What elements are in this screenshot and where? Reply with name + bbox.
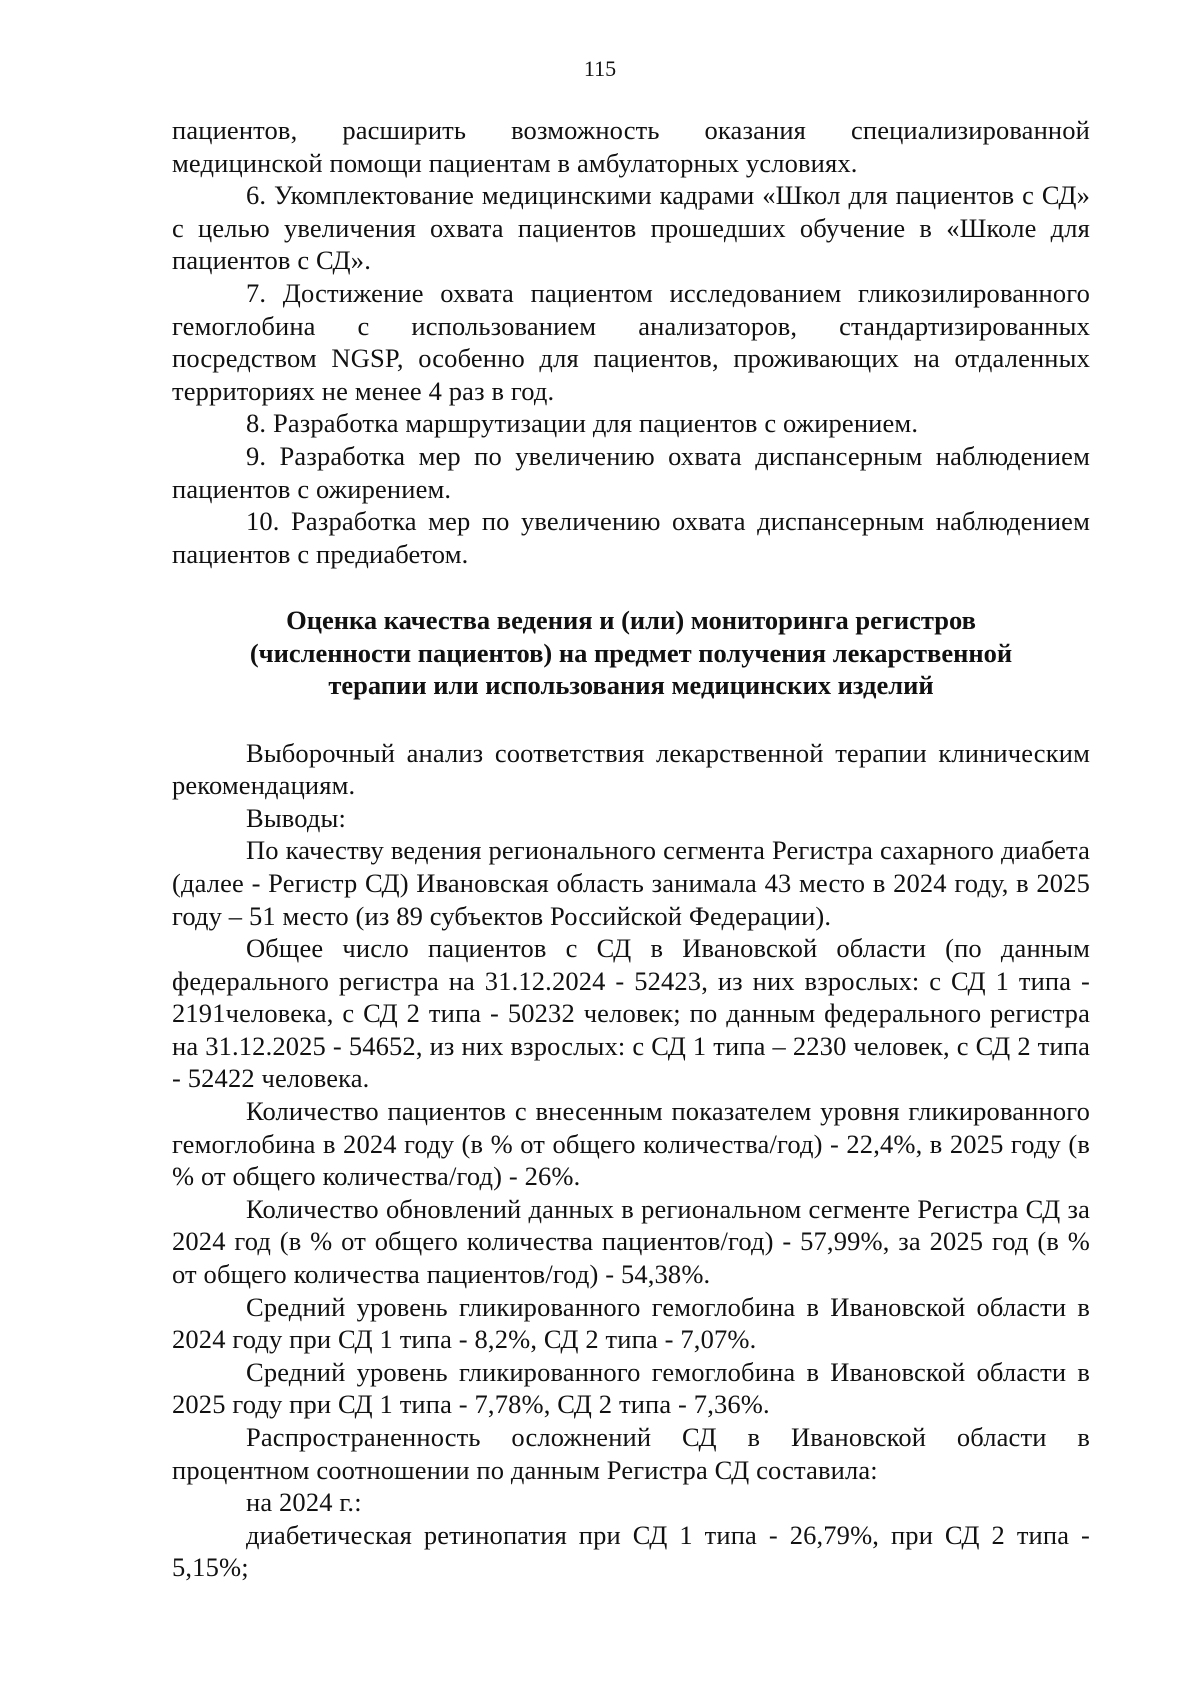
paragraph-hba1c-2024: Средний уровень гликированного гемоглобина в Ивановской области в 2024 году при СД 1 типа - 8,2%, СД 2 типа - 7,07%. <box>172 1291 1090 1355</box>
paragraph-hba1c-2025: Средний уровень гликированного гемоглобина в Ивановской области в 2025 году при СД 1 типа - 7,78%, СД 2 типа - 7,36%. <box>172 1356 1090 1420</box>
paragraph-retinopathy: диабетическая ретинопатия при СД 1 типа - 26,79%, при СД 2 типа - 5,15%; <box>172 1519 1090 1583</box>
document-body <box>172 114 1090 1584</box>
paragraph-item-8: 8. Разработка маршрутизации для пациентов с ожирением. <box>246 408 919 439</box>
page-number: 115 <box>583 56 617 81</box>
paragraph-hba1c-entries: Количество пациентов с внесенным показателем уровня гликированного гемоглобина в 2024 году (в % от общего количества/год) - 22,4%, в 2025 году (в % от общего количества/год) - 26%. <box>172 1096 1090 1192</box>
section-heading-line: (численности пациентов) на предмет получения лекарственной <box>249 637 1013 668</box>
paragraph-conclusions-label: Выводы: <box>246 802 346 833</box>
paragraph-item-10: 10. Разработка мер по увеличению охвата диспансерным наблюдением пациентов с предиабетом. <box>172 506 1090 569</box>
paragraph-register-rank: По качеству ведения регионального сегмента Регистра сахарного диабета (далее - Регистр СД) Ивановская область занимала 43 место в 2024 году, в 2025 году – 51 место (из 89 субъектов Российской Федерации). <box>172 835 1090 931</box>
paragraph-item-9: 9. Разработка мер по увеличению охвата диспансерным наблюдением пациентов с ожирением. <box>172 440 1090 504</box>
paragraph-patient-count: Общее число пациентов с СД в Ивановской области (по данным федерального регистра на 31.12.2024 - 52423, из них взрослых: с СД 1 типа - 2191человека, с СД 2 типа - 50232 человек; по данным федерального регистра на 31.12.2025 - 54652, из них взрослых: с СД 1 типа – 2230 человек, с СД 2 типа - 52422 человека. <box>172 933 1090 1094</box>
paragraph-continuation: пациентов, расширить возможность оказания специализированной медицинской помощи пациентам в амбулаторных условиях. <box>172 115 1090 178</box>
section-heading <box>172 604 1090 701</box>
paragraph-analysis: Выборочный анализ соответствия лекарственной терапии клиническим рекомендациям. <box>172 737 1090 801</box>
paragraph-year-2024: на 2024 г.: <box>246 1487 362 1518</box>
paragraph-data-updates: Количество обновлений данных в региональном сегменте Регистра СД за 2024 год (в % от общего количества пациентов/год) - 57,99%, за 2025 год (в % от общего количества пациентов/год) - 54,38%. <box>172 1193 1090 1290</box>
paragraph-item-7: 7. Достижение охвата пациентом исследованием гликозилированного гемоглобина с использованием анализаторов, стандартизированных посредством NGSP, особенно для пациентов, проживающих на отдаленных территориях не менее 4 раз в год. <box>172 277 1090 406</box>
paragraph-item-6: 6. Укомплектование медицинскими кадрами «Школ для пациентов с СД» с целью увеличения охвата пациентов прошедших обучение в «Школе для пациентов с СД». <box>172 180 1090 276</box>
section-heading-line: терапии или использования медицинских изделий <box>328 670 934 701</box>
section-heading-line: Оценка качества ведения и (или) мониторинга регистров <box>286 605 976 636</box>
paragraph-complications: Распространенность осложнений СД в Ивановской области в процентном соотношении по данным Регистра СД составила: <box>172 1422 1090 1485</box>
